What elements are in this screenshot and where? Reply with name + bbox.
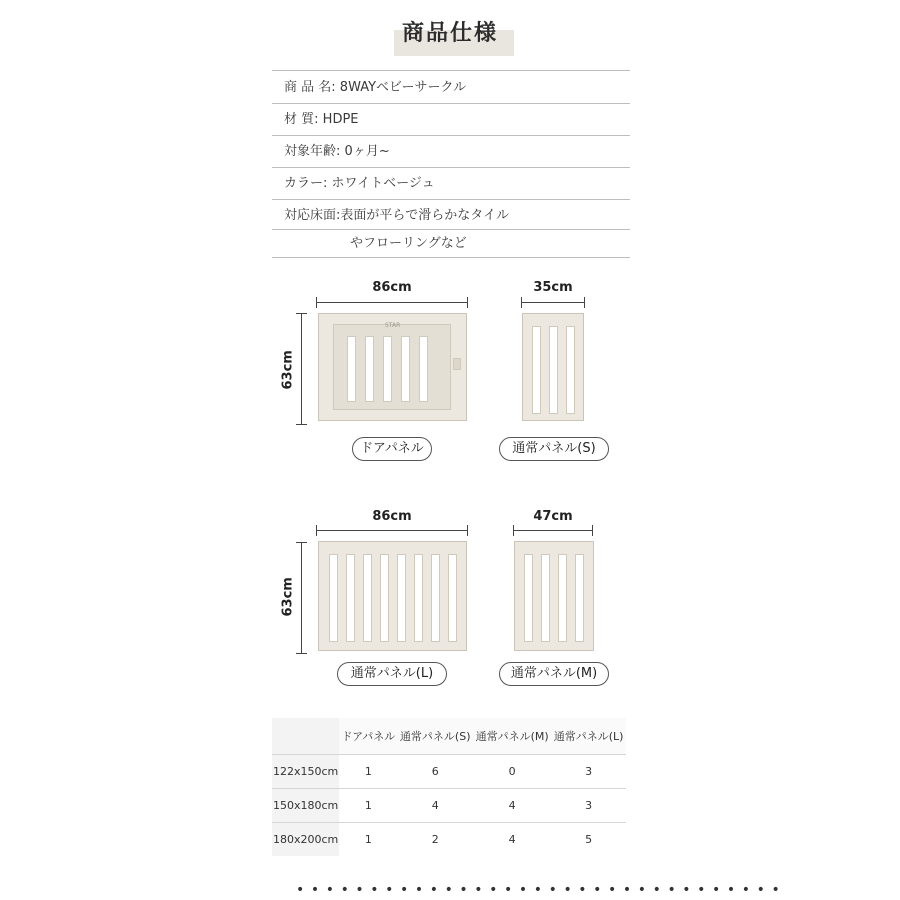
spec-row-name: 商 品 名: 8WAYベビーサークル (272, 71, 630, 104)
door-height-dimension (301, 313, 302, 425)
large-panel-tag: 通常パネル(L) (337, 662, 447, 686)
spec-floor-continuation: やフローリングなど (350, 236, 467, 251)
table-header: 通常パネル(L) (551, 718, 626, 755)
large-height-label: 63cm (280, 577, 296, 617)
table-header: 通常パネル(S) (397, 718, 473, 755)
spec-row-age: 対象年齢: 0ヶ月~ (272, 135, 630, 168)
row-size-label: 150x180cm (272, 789, 339, 823)
medium-panel-tag: 通常パネル(M) (499, 662, 609, 686)
small-width-label: 35cm (533, 280, 573, 295)
combination-table (272, 718, 626, 856)
table-cell: 4 (397, 789, 473, 823)
table-row (272, 823, 626, 857)
table-cell: 1 (339, 823, 397, 857)
large-width-dimension (316, 530, 468, 531)
spec-row-material: 材 質: HDPE (272, 103, 630, 136)
table-cell: 4 (473, 789, 551, 823)
small-width-dimension (521, 302, 585, 303)
table-header: ドアパネル (339, 718, 397, 755)
medium-width-dimension (513, 530, 593, 531)
table-cell: 3 (551, 789, 626, 823)
large-width-label: 86cm (372, 509, 412, 524)
table-cell: 1 (339, 789, 397, 823)
door-height-label: 63cm (280, 350, 296, 390)
table-corner (272, 718, 339, 755)
table-cell: 6 (397, 755, 473, 789)
door-panel-image (318, 313, 467, 421)
table-cell: 3 (551, 755, 626, 789)
spec-row-floor: 対応床面:表面が平らで滑らかなタイル やフローリングなど (272, 199, 630, 258)
table-cell: 2 (397, 823, 473, 857)
table-header: 通常パネル(M) (473, 718, 551, 755)
door-brand-mark: STAR (385, 322, 401, 329)
door-width-dimension (316, 302, 468, 303)
table-row (272, 789, 626, 823)
table-cell: 1 (339, 755, 397, 789)
spec-inner-divider (272, 229, 630, 230)
large-panel-image (318, 541, 467, 651)
page-title: 商品仕様 (401, 21, 498, 46)
section-title (390, 10, 510, 46)
row-size-label: 122x150cm (272, 755, 339, 789)
medium-width-label: 47cm (533, 509, 573, 524)
row-size-label: 180x200cm (272, 823, 339, 857)
table-cell: 0 (473, 755, 551, 789)
table-cell: 5 (551, 823, 626, 857)
door-panel-tag: ドアパネル (352, 437, 432, 461)
medium-panel-image (514, 541, 594, 651)
small-panel-image (522, 313, 584, 421)
door-width-label: 86cm (372, 280, 412, 295)
door-latch (453, 358, 461, 370)
spec-row-color: カラー: ホワイトベージュ (272, 167, 630, 200)
table-row (272, 755, 626, 789)
small-panel-tag: 通常パネル(S) (499, 437, 609, 461)
table-cell: 4 (473, 823, 551, 857)
footer-dot-divider: ••••••••••••••••••••••••••••••••• (296, 882, 787, 898)
large-height-dimension (301, 542, 302, 654)
